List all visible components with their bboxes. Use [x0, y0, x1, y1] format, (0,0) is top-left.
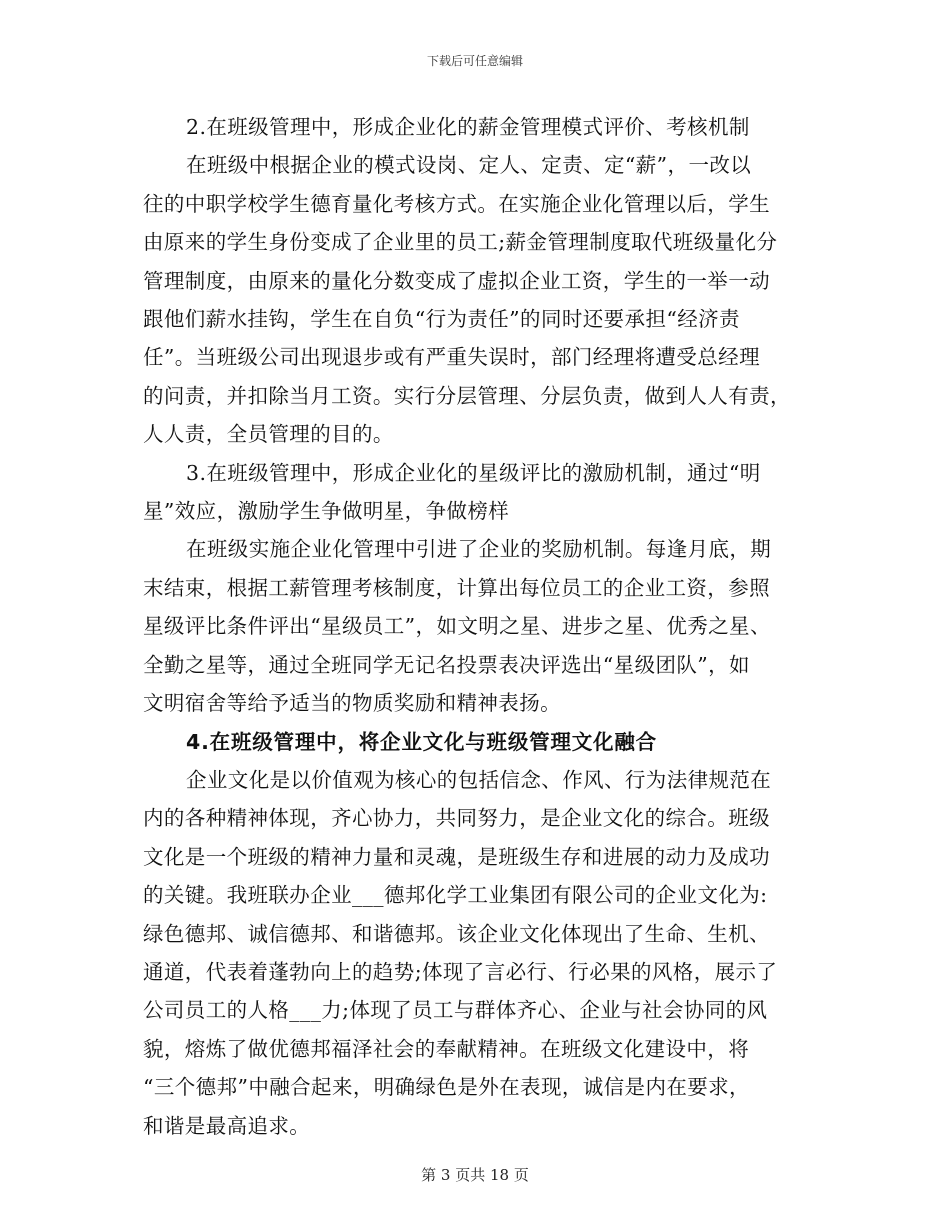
paragraph-line: 由原来的学生身份变成了企业里的员工;薪金管理制度取代班级量化分 — [143, 230, 778, 255]
paragraph-line: 企业文化是以价值观为核心的包括信念、作风、行为法律规范在 — [186, 767, 772, 792]
paragraph-line: 2.在班级管理中，形成企业化的薪金管理模式评价、考核机制 — [186, 115, 750, 139]
paragraph-line: 通道，代表着蓬勃向上的趋势;体现了言必行、行必果的风格，展示了 — [143, 959, 778, 984]
paragraph-line: 任”。当班级公司出现退步或有严重失误时，部门经理将遭受总经理 — [143, 345, 760, 370]
paragraph-line: 貌，熔炼了做优德邦福泽社会的奉献精神。在班级文化建设中，将 — [143, 1036, 750, 1061]
paragraph-line: 的问责，并扣除当月工资。实行分层管理、分层负责，做到人人有责， — [143, 383, 791, 408]
paragraph-line: 人人责，全员管理的目的。 — [143, 422, 394, 447]
paragraph-line: 绿色德邦、诚信德邦、和谐德邦。该企业文化体现出了生命、生机、 — [143, 921, 770, 946]
paragraph-line: 在班级中根据企业的模式设岗、定人、定责、定“薪”，一改以 — [186, 153, 752, 178]
paragraph-line: 管理制度，由原来的量化分数变成了虚拟企业工资，学生的一举一动 — [143, 268, 770, 293]
paragraph-line: 全勤之星等，通过全班同学无记名投票表决评选出“星级团队”，如 — [143, 652, 750, 677]
paragraph-line: 内的各种精神体现，齐心协力，共同努力，是企业文化的综合。班级 — [143, 806, 770, 831]
paragraph-line: 星”效应，激励学生争做明星，争做榜样 — [143, 499, 510, 524]
paragraph-line: 文明宿舍等给予适当的物质奖励和精神表扬。 — [143, 691, 561, 716]
paragraph-line: 在班级实施企业化管理中引进了企业的奖励机制。每逢月底，期 — [186, 537, 772, 562]
paragraph-line: 和谐是最高追求。 — [143, 1113, 311, 1138]
paragraph-line: 星级评比条件评出“星级员工”，如文明之星、进步之星、优秀之星、 — [143, 614, 771, 639]
page-footer: 第 3 页共 18 页 — [421, 1166, 529, 1184]
paragraph-line: 末结束，根据工薪管理考核制度，计算出每位员工的企业工资，参照 — [143, 575, 770, 600]
paragraph-line: 文化是一个班级的精神力量和灵魂，是班级生存和进展的动力及成功 — [143, 844, 770, 869]
paragraph-line: 公司员工的人格___力;体现了员工与群体齐心、企业与社会协同的风 — [143, 998, 768, 1023]
paragraph-line: 跟他们薪水挂钩，学生在自负“行为责任”的同时还要承担“经济责 — [143, 307, 740, 332]
paragraph-line: 的关键。我班联办企业___德邦化学工业集团有限公司的企业文化为: — [143, 883, 768, 908]
paragraph-line: “三个德邦”中融合起来，明确绿色是外在表现，诚信是内在要求， — [143, 1075, 750, 1100]
paragraph-line: 往的中职学校学生德育量化考核方式。在实施企业化管理以后，学生 — [143, 191, 770, 216]
section-heading-line: 4.在班级管理中，将企业文化与班级管理文化融合 — [186, 729, 657, 754]
paragraph-line: 3.在班级管理中，形成企业化的星级评比的激励机制，通过“明 — [186, 460, 761, 485]
page-header: 下载后可任意编辑 — [426, 54, 523, 68]
document-body — [143, 108, 809, 1145]
